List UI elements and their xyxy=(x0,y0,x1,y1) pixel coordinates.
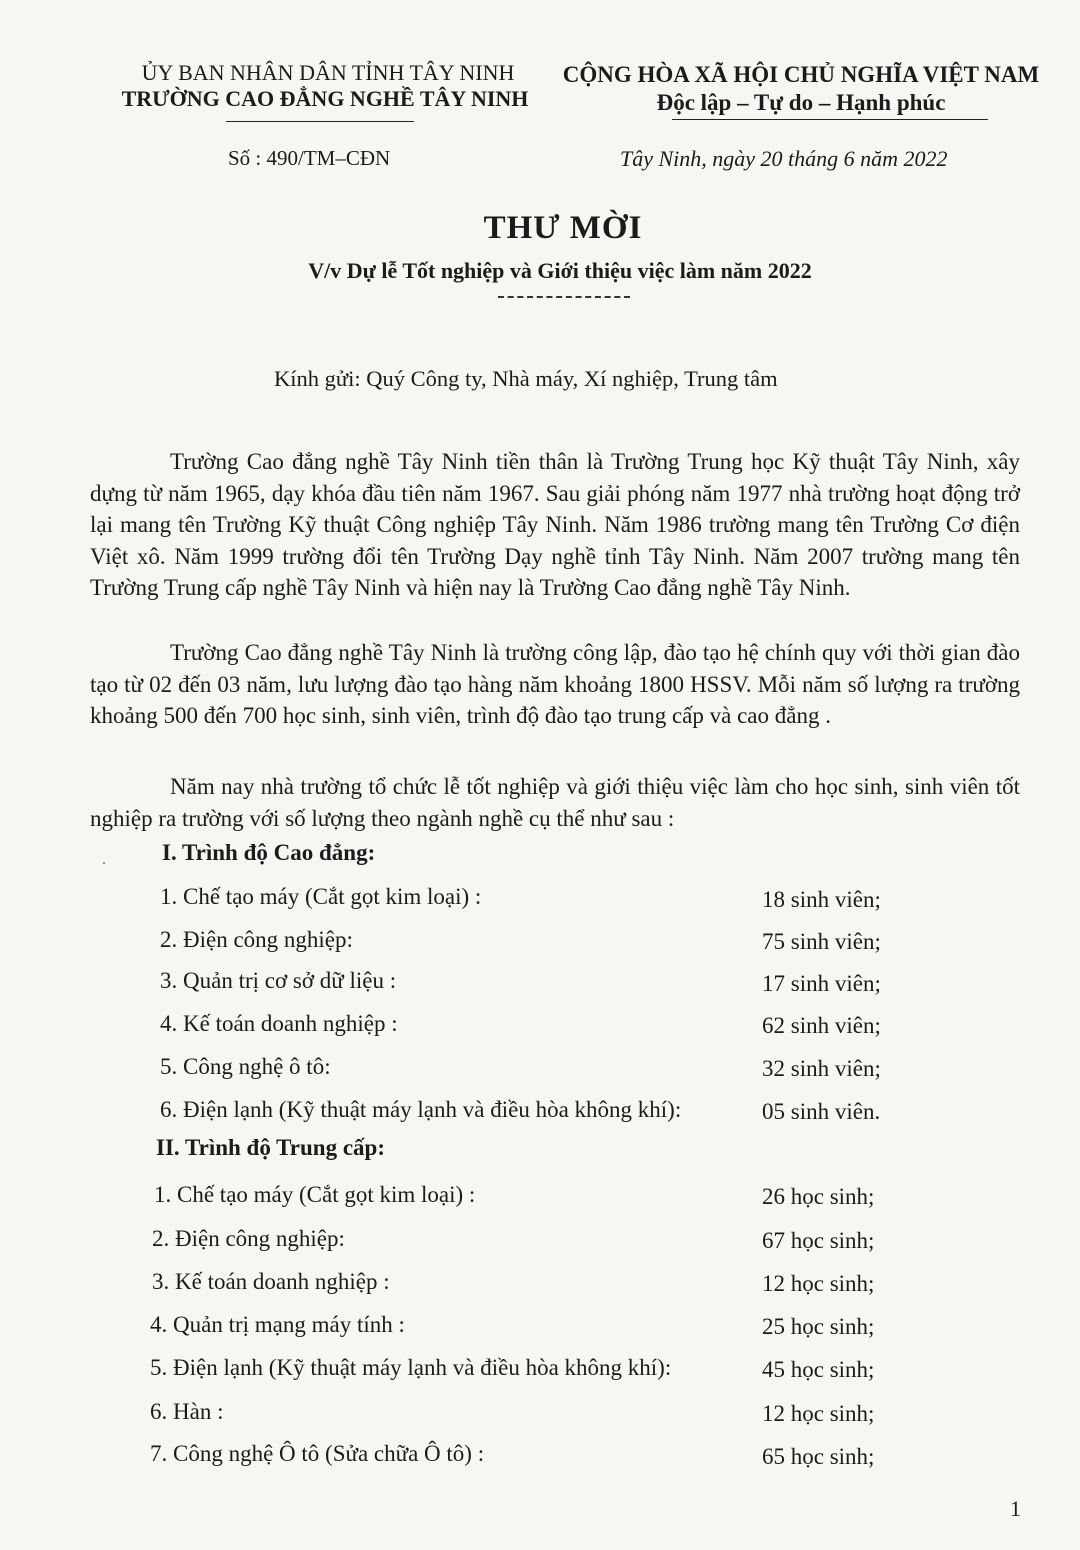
list-item-name: 1. Chế tạo máy (Cắt gọt kim loại) : xyxy=(160,884,482,909)
national-title: CỘNG HÒA XÃ HỘI CHỦ NGHĨA VIỆT NAM xyxy=(562,62,1040,87)
subject-divider xyxy=(498,296,630,298)
list-item-count: 05 sinh viên. xyxy=(762,1099,881,1124)
paragraph-text: Trường Cao đẳng nghề Tây Ninh tiền thân là Trường Trung học Kỹ thuật Tây Ninh, xây dựng từ năm 1965, dạy khóa đầu tiên năm 1967. Sau giải phóng năm 1977 nhà trường hoạt động trở lại mang tên Trường Kỹ thuật Công nghiệp Tây Ninh. Năm 1986 trường mang tên Trường Cơ điện Việt xô. Năm 1999 trường đổi tên Trường Dạy nghề tỉnh Tây Ninh. Năm 2007 trường mang tên Trường Trung cấp nghề Tây Ninh và hiện nay là Trường Cao đẳng nghề Tây Ninh. xyxy=(90,449,1020,601)
section-heading-college: I. Trình độ Cao đẳng: xyxy=(162,840,376,865)
list-item-count: 12 học sinh; xyxy=(762,1401,875,1426)
list-item-name: 6. Hàn : xyxy=(150,1399,224,1424)
list-item-count: 65 học sinh; xyxy=(762,1444,875,1469)
document-subject: V/v Dự lễ Tốt nghiệp và Giới thiệu việc làm năm 2022 xyxy=(308,258,812,283)
list-item-count: 18 sinh viên; xyxy=(762,887,881,912)
list-item-count: 17 sinh viên; xyxy=(762,971,881,996)
paragraph-history xyxy=(90,446,1020,604)
paragraph-text: Năm nay nhà trường tổ chức lễ tốt nghiệp và giới thiệu việc làm cho học sinh, sinh viên tốt nghiệp ra trường với số lượng theo ngành nghề cụ thể như sau : xyxy=(90,774,1020,831)
recipient-line: Kính gửi: Quý Công ty, Nhà máy, Xí nghiệp, Trung tâm xyxy=(274,366,778,391)
list-item-name: 3. Kế toán doanh nghiệp : xyxy=(152,1269,390,1294)
list-item-count: 62 sinh viên; xyxy=(762,1013,881,1038)
list-item-count: 26 học sinh; xyxy=(762,1184,875,1209)
list-item-name: 4. Quản trị mạng máy tính : xyxy=(150,1312,405,1337)
list-item-name: 6. Điện lạnh (Kỹ thuật máy lạnh và điều hòa không khí): xyxy=(160,1097,682,1122)
list-item-name: 3. Quản trị cơ sở dữ liệu : xyxy=(160,968,397,993)
paragraph-overview xyxy=(90,637,1020,732)
list-item-name: 7. Công nghệ Ô tô (Sửa chữa Ô tô) : xyxy=(150,1441,485,1466)
list-item-name: 2. Điện công nghiệp: xyxy=(160,927,353,952)
national-motto: Độc lập – Tự do – Hạnh phúc xyxy=(656,90,946,115)
list-item-count: 67 học sinh; xyxy=(762,1228,875,1253)
list-item-count: 12 học sinh; xyxy=(762,1271,875,1296)
list-item-count: 45 học sinh; xyxy=(762,1357,875,1382)
header-left-underline xyxy=(226,121,414,122)
header-right-underline xyxy=(672,119,988,120)
list-item-name: 2. Điện công nghiệp: xyxy=(152,1226,345,1251)
list-item-name: 1. Chế tạo máy (Cắt gọt kim loại) : xyxy=(154,1182,476,1207)
section-heading-intermediate: II. Trình độ Trung cấp: xyxy=(156,1135,386,1160)
issuing-authority: ỦY BAN NHÂN DÂN TỈNH TÂY NINH xyxy=(141,60,515,85)
list-item-count: 32 sinh viên; xyxy=(762,1056,881,1081)
paragraph-text: Trường Cao đẳng nghề Tây Ninh là trường công lập, đào tạo hệ chính quy với thời gian đào tạo từ 02 đến 03 năm, lưu lượng đào tạo hàng năm khoảng 1800 HSSV. Mỗi năm số lượng ra trường khoảng 500 đến 700 học sinh, sinh viên, trình độ đào tạo trung cấp và cao đẳng . xyxy=(90,640,1020,729)
document-date: Tây Ninh, ngày 20 tháng 6 năm 2022 xyxy=(620,146,948,171)
document-number: Số : 490/TM–CĐN xyxy=(228,146,391,170)
scan-speck xyxy=(103,862,105,864)
list-item-name: 5. Điện lạnh (Kỹ thuật máy lạnh và điều hòa không khí): xyxy=(150,1355,672,1380)
paragraph-announcement xyxy=(90,771,1020,834)
document-title: THƯ MỜI xyxy=(483,210,643,246)
list-item-count: 25 học sinh; xyxy=(762,1314,875,1339)
list-item-count: 75 sinh viên; xyxy=(762,929,881,954)
list-item-name: 4. Kế toán doanh nghiệp : xyxy=(160,1011,398,1036)
page-number: 1 xyxy=(1010,1496,1021,1521)
list-item-name: 5. Công nghệ ô tô: xyxy=(160,1054,331,1079)
issuing-organization: TRƯỜNG CAO ĐẲNG NGHỀ TÂY NINH xyxy=(121,86,529,111)
